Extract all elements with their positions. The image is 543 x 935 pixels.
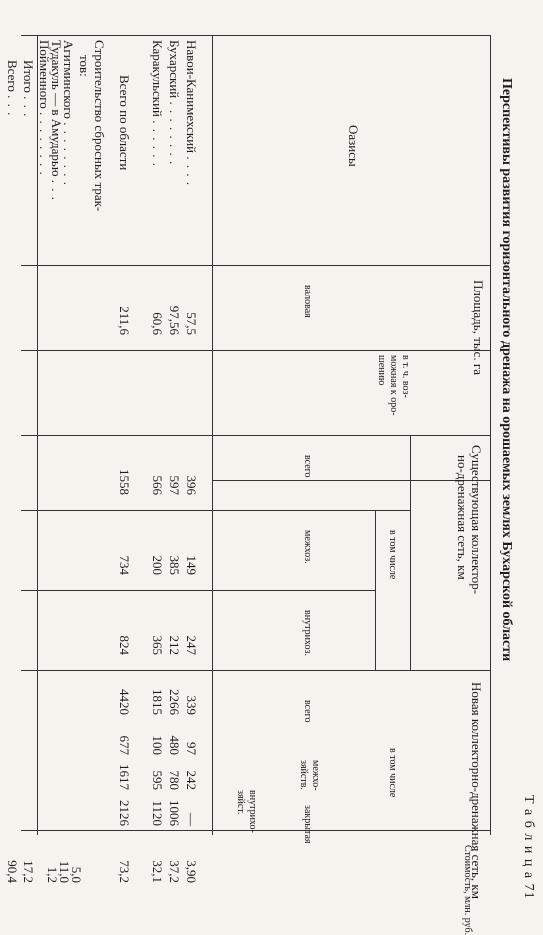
new-inter: 97 [184,742,199,755]
new-on: 780 [167,770,182,790]
table-left-border [21,35,491,36]
cost-header: Стоимость, млн. руб. [462,845,473,935]
area-value: 57,5 [184,312,199,335]
new-closed-header: закрытая [302,805,313,844]
construction-cost: 11,0 [57,860,72,883]
new-on-header-1: внутрихо- [247,790,258,833]
total-existing-on: 824 [117,635,132,655]
construction-cost: 1,2 [45,866,60,883]
cost-value: 3,90 [184,860,199,883]
new-on: 595 [150,770,165,790]
row-name: Бухарский . . . . . . . . [167,40,182,166]
construction-title-1: Строительство сбросных трак- [92,40,107,212]
area-possible-header-3: шению [376,355,387,386]
area-header: Площадь, тыс. га [471,280,486,375]
existing-on-header: внутрихоз. [302,610,313,656]
oases-header: Оазисы [346,125,361,167]
area-gross-header: валовая [302,285,313,318]
table-number: Т а б л и ц а 71 [521,795,536,900]
total-existing-inter: 734 [117,555,132,575]
new-inter: 480 [167,735,182,755]
cost-value: 37,2 [167,860,182,883]
total-region-label: Всего по области [117,75,132,171]
vsego-label: Всего . . . [5,60,20,117]
existing-total: 566 [150,475,165,495]
col-sep-existing-total [21,510,411,511]
existing-on: 365 [150,635,165,655]
construction-item: Агитминского . . . . . . . . [61,40,76,186]
existing-on: 247 [184,635,199,655]
new-incl-header: в том числе [387,748,398,798]
existing-on: 212 [167,635,182,655]
row-name: Навои-Канимехский . . . . [184,40,199,187]
new-closed: 1006 [167,800,182,826]
col-sep-area-sub [21,350,491,351]
existing-inter: 385 [167,555,182,575]
construction-title-2: тов: [77,55,92,77]
new-inter-header-2: зяйств. [298,760,309,790]
col-sep-area [21,435,491,436]
existing-inter: 149 [184,555,199,575]
total-new: 4420 [117,689,132,715]
existing-group-header-1: Существующая коллектор- [469,445,484,595]
existing-group-header-2: но-дренажная сеть, км [455,455,470,580]
itogo-label: Итого . . . [21,60,36,118]
new-total: 339 [184,695,199,715]
new-closed: 1120 [150,800,165,826]
new-total-header: всего [302,700,313,723]
new-inter: 100 [150,735,165,755]
col-sep-oases [21,265,491,266]
total-new-inter: 677 [117,735,132,755]
existing-total-header: всего [302,455,313,478]
area-value: 60,6 [150,312,165,335]
new-on-header-2: зяйст. [235,790,246,815]
new-on: 242 [184,770,199,790]
existing-incl-rule [375,510,376,670]
existing-incl-header: в том числе [387,530,398,580]
total-area: 211,6 [117,306,132,335]
existing-total: 597 [167,475,182,495]
area-possible-header-1: в т. ч. воз- [400,355,411,398]
construction-bottom-rule [37,35,38,835]
itogo-cost: 17,2 [21,860,36,883]
new-group-header: Новая коллекторно-дренажная сеть, км [469,682,484,899]
table-title: Перспективы развития горизонтального дренажа на орошаемых землях Бухарской области [499,78,514,662]
vsego-cost: 90,4 [5,860,20,883]
area-possible-header-2: можная к оро- [388,355,399,416]
col-sep-existing [21,670,491,671]
new-inter-header-1: межхо- [310,760,321,791]
new-closed: — [184,813,199,826]
construction-cost: 5,0 [69,866,84,883]
col-sep-new-header [213,480,491,481]
new-total: 1815 [150,689,165,715]
new-total: 2266 [167,689,182,715]
existing-group-rule [410,435,411,670]
area-value: 97,56 [167,305,182,335]
existing-inter: 200 [150,555,165,575]
row-name: Каракульский . . . . . . [150,40,165,168]
construction-item: Тудакуль — в Амударью . . . [49,40,64,202]
existing-total: 396 [184,475,199,495]
existing-inter-header: межхоз. [302,530,313,564]
total-new-closed: 2126 [117,800,132,826]
construction-item: Пойменного . . . . . . . . [37,40,52,176]
total-cost: 73,2 [117,860,132,883]
cost-value: 32,1 [150,860,165,883]
total-existing: 1558 [117,469,132,495]
total-new-on: 1617 [117,764,132,790]
col-sep-existing-inter [21,590,376,591]
